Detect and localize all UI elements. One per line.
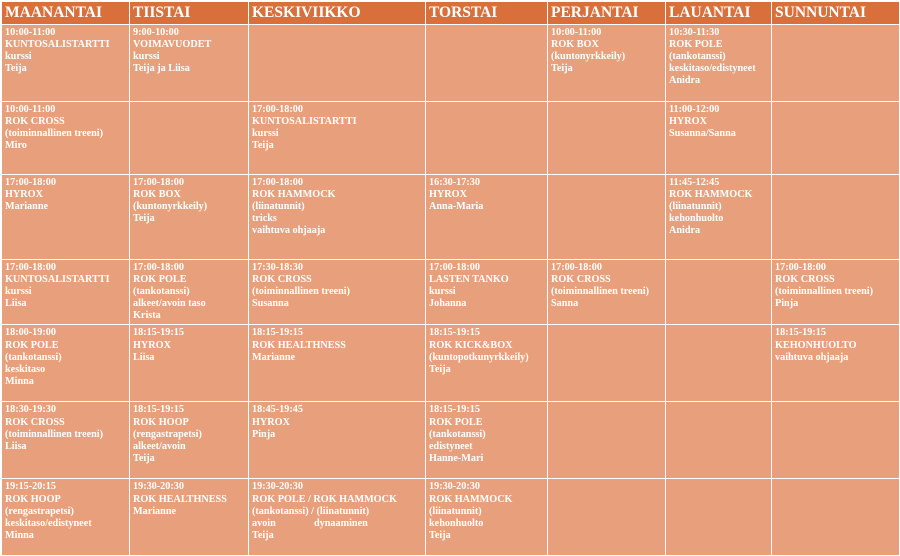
class-name: KEHONHUOLTO xyxy=(775,339,857,351)
class-slot-monday xyxy=(2,260,130,325)
class-time: 18:15-19:15 xyxy=(429,404,480,416)
class-detail: (toiminnallinen treeni) xyxy=(252,286,351,298)
class-detail: Teija xyxy=(133,213,155,225)
class-detail: Anna-Maria xyxy=(429,201,484,213)
class-name: ROK HOOP xyxy=(133,416,189,428)
empty-slot-wednesday xyxy=(249,25,426,102)
class-detail: kehonhuolto xyxy=(429,517,484,529)
class-name: ROK CROSS xyxy=(775,274,835,286)
day-header-monday: MAANANTAI xyxy=(2,2,130,25)
class-detail: (rengastrapetsi) xyxy=(133,428,202,440)
class-detail: (kuntonyrkkeily) xyxy=(133,201,208,213)
class-name: ROK CROSS xyxy=(5,116,65,128)
class-detail: Minna xyxy=(5,375,34,387)
class-name: ROK HAMMOCK xyxy=(252,189,336,201)
class-detail: Anidra xyxy=(669,225,701,237)
class-detail: Teija xyxy=(429,529,451,541)
class-detail: (liinatunnit) xyxy=(252,201,305,213)
class-name: ROK POLE xyxy=(429,416,483,428)
class-slot-tuesday xyxy=(130,175,249,260)
class-time: 18:15-19:15 xyxy=(133,404,184,416)
class-time: 18:30-19:30 xyxy=(5,404,56,416)
class-detail: kurssi xyxy=(5,286,32,298)
class-detail: Marianne xyxy=(252,351,296,363)
class-time: 18:15-19:15 xyxy=(252,327,303,339)
class-time: 18:15-19:15 xyxy=(133,327,184,339)
class-time: 16:30-17:30 xyxy=(429,177,480,188)
class-detail: Liisa xyxy=(5,298,27,310)
empty-slot-saturday xyxy=(666,479,772,556)
class-detail: (tankotanssi) xyxy=(669,51,726,63)
empty-slot-sunday xyxy=(772,402,900,479)
empty-slot-sunday xyxy=(772,175,900,260)
empty-slot-sunday xyxy=(772,102,900,175)
timetable-row xyxy=(2,260,900,325)
timetable-row xyxy=(2,25,900,102)
class-name: VOIMAVUODET xyxy=(133,39,212,51)
class-slot-tuesday xyxy=(130,25,249,102)
class-time: 18:00-19:00 xyxy=(5,327,56,339)
day-header-saturday: LAUANTAI xyxy=(666,2,772,25)
class-name: ROK CROSS xyxy=(252,274,312,286)
class-name: ROK HAMMOCK xyxy=(429,493,513,505)
class-slot-wednesday xyxy=(249,479,426,556)
class-time: 18:45-19:45 xyxy=(252,404,303,416)
class-slot-friday xyxy=(548,260,666,325)
class-name: KUNTOSALISTARTTI xyxy=(5,274,110,286)
day-header-thursday: TORSTAI xyxy=(426,2,548,25)
class-name: ROK BOX xyxy=(133,189,181,201)
class-detail: keskitaso/edistyneet xyxy=(5,517,92,529)
class-slot-saturday xyxy=(666,25,772,102)
empty-slot-friday xyxy=(548,402,666,479)
class-detail: vaihtuva ohjaaja xyxy=(252,225,326,237)
class-slot-thursday xyxy=(426,175,548,260)
class-time: 17:00-18:00 xyxy=(551,262,602,273)
class-detail: Teija xyxy=(252,529,274,541)
class-slot-thursday xyxy=(426,325,548,402)
class-time: 17:00-18:00 xyxy=(252,177,303,188)
class-detail: Teija xyxy=(5,63,27,75)
class-slot-sunday xyxy=(772,260,900,325)
class-name: ROK POLE / ROK HAMMOCK xyxy=(252,493,397,505)
class-slot-monday xyxy=(2,325,130,402)
class-detail: (tankotanssi) / (liinatunnit) xyxy=(252,505,370,517)
class-detail: Teija xyxy=(551,63,573,75)
class-time: 18:15-19:15 xyxy=(429,327,480,339)
empty-slot-friday xyxy=(548,479,666,556)
timetable-row xyxy=(2,325,900,402)
class-detail: (tankotanssi) xyxy=(133,286,190,298)
class-time: 19:30-20:30 xyxy=(133,481,184,493)
empty-slot-thursday xyxy=(426,25,548,102)
class-slot-tuesday xyxy=(130,325,249,402)
class-detail: Minna xyxy=(5,529,34,541)
class-name: ROK POLE xyxy=(669,39,723,51)
class-slot-thursday xyxy=(426,479,548,556)
class-detail: Teija xyxy=(429,363,451,375)
class-detail: alkeet/avoin taso xyxy=(133,298,206,310)
class-detail: kehonhuolto xyxy=(669,213,724,225)
class-name: ROK CROSS xyxy=(551,274,611,286)
class-time: 19:30-20:30 xyxy=(252,481,303,493)
class-detail: (liinatunnit) xyxy=(429,505,482,517)
empty-slot-saturday xyxy=(666,325,772,402)
class-detail: Susanna/Sanna xyxy=(669,128,736,140)
class-detail: Marianne xyxy=(5,201,49,213)
class-detail: (toiminnallinen treeni) xyxy=(5,428,104,440)
class-detail: (rengastrapetsi) xyxy=(5,505,74,517)
class-detail: avoin dynaaminen xyxy=(252,517,368,529)
class-detail: Teija xyxy=(133,452,155,464)
class-time: 10:00-11:00 xyxy=(5,27,56,38)
class-detail: alkeet/avoin xyxy=(133,440,186,452)
class-time: 17:00-18:00 xyxy=(133,177,184,188)
class-slot-wednesday xyxy=(249,402,426,479)
class-detail: Krista xyxy=(133,310,161,322)
class-time: 17:00-18:00 xyxy=(775,262,826,273)
timetable-row xyxy=(2,175,900,260)
class-slot-sunday xyxy=(772,325,900,402)
timetable-row xyxy=(2,479,900,556)
weekly-timetable xyxy=(1,1,900,556)
class-time: 17:00-18:00 xyxy=(133,262,184,273)
class-detail: Johanna xyxy=(429,298,467,310)
class-detail: (toiminnallinen treeni) xyxy=(5,128,104,140)
class-slot-wednesday xyxy=(249,175,426,260)
class-slot-friday xyxy=(548,25,666,102)
class-time: 17:00-18:00 xyxy=(252,104,303,115)
empty-slot-friday xyxy=(548,175,666,260)
class-detail: Pinja xyxy=(252,428,276,440)
class-name: HYROX xyxy=(669,116,707,128)
class-detail: Miro xyxy=(5,140,27,152)
class-detail: kurssi xyxy=(133,51,160,63)
class-time: 11:00-12:00 xyxy=(669,104,720,115)
class-detail: Teija ja Liisa xyxy=(133,63,190,75)
empty-slot-saturday xyxy=(666,260,772,325)
class-time: 9:00-10:00 xyxy=(133,27,179,38)
day-header-wednesday: KESKIVIIKKO xyxy=(249,2,426,25)
class-detail: (kuntonyrkkeily) xyxy=(551,51,626,63)
class-time: 18:15-19:15 xyxy=(775,327,826,339)
empty-slot-friday xyxy=(548,102,666,175)
class-detail: Liisa xyxy=(133,351,155,363)
class-slot-thursday xyxy=(426,402,548,479)
class-detail: Liisa xyxy=(5,440,27,452)
timetable-row xyxy=(2,402,900,479)
class-slot-monday xyxy=(2,102,130,175)
class-name: LASTEN TANKO xyxy=(429,274,509,286)
empty-slot-sunday xyxy=(772,479,900,556)
class-time: 17:00-18:00 xyxy=(429,262,480,273)
class-detail: Anidra xyxy=(669,75,701,87)
class-name: ROK HAMMOCK xyxy=(669,189,753,201)
class-detail: (toiminnallinen treeni) xyxy=(551,286,650,298)
class-detail: vaihtuva ohjaaja xyxy=(775,351,849,363)
class-time: 17:00-18:00 xyxy=(5,177,56,188)
class-slot-saturday xyxy=(666,175,772,260)
class-name: ROK CROSS xyxy=(5,416,65,428)
class-time: 10:30-11:30 xyxy=(669,27,720,38)
class-name: KUNTOSALISTARTTI xyxy=(252,116,357,128)
class-detail: tricks xyxy=(252,213,277,225)
day-header-row xyxy=(2,2,900,25)
class-detail: Sanna xyxy=(551,298,579,310)
class-detail: keskitaso/edistyneet xyxy=(669,63,756,75)
class-detail: edistyneet xyxy=(429,440,473,452)
class-name: ROK POLE xyxy=(133,274,187,286)
class-name: ROK KICK&BOX xyxy=(429,339,513,351)
class-detail: (toiminnallinen treeni) xyxy=(775,286,874,298)
class-name: KUNTOSALISTARTTI xyxy=(5,39,110,51)
empty-slot-tuesday xyxy=(130,102,249,175)
class-slot-thursday xyxy=(426,260,548,325)
empty-slot-sunday xyxy=(772,25,900,102)
class-detail: (liinatunnit) xyxy=(669,201,722,213)
class-time: 11:45-12:45 xyxy=(669,177,720,188)
class-time: 10:00-11:00 xyxy=(5,104,56,115)
class-detail: Teija xyxy=(252,140,274,152)
class-name: HYROX xyxy=(429,189,467,201)
class-time: 10:00-11:00 xyxy=(551,27,602,38)
class-slot-tuesday xyxy=(130,260,249,325)
class-slot-monday xyxy=(2,175,130,260)
class-detail: keskitaso xyxy=(5,363,46,375)
class-name: ROK BOX xyxy=(551,39,599,51)
timetable-row xyxy=(2,102,900,175)
class-name: ROK HOOP xyxy=(5,493,61,505)
class-detail: Pinja xyxy=(775,298,799,310)
class-name: HYROX xyxy=(5,189,43,201)
class-detail: kurssi xyxy=(429,286,456,298)
class-slot-saturday xyxy=(666,102,772,175)
class-time: 19:15-20:15 xyxy=(5,481,56,493)
class-name: ROK HEALTHNESS xyxy=(133,493,227,505)
class-name: HYROX xyxy=(252,416,290,428)
class-name: ROK HEALTHNESS xyxy=(252,339,346,351)
class-name: HYROX xyxy=(133,339,171,351)
class-slot-monday xyxy=(2,479,130,556)
class-time: 17:30-18:30 xyxy=(252,262,303,273)
class-name: ROK POLE xyxy=(5,339,59,351)
class-time: 19:30-20:30 xyxy=(429,481,480,493)
class-detail: Marianne xyxy=(133,505,177,517)
class-detail: (tankotanssi) xyxy=(5,351,62,363)
day-header-sunday: SUNNUNTAI xyxy=(772,2,900,25)
empty-slot-thursday xyxy=(426,102,548,175)
class-detail: Susanna xyxy=(252,298,289,310)
class-detail: kurssi xyxy=(252,128,279,140)
class-detail: (tankotanssi) xyxy=(429,428,486,440)
class-slot-tuesday xyxy=(130,402,249,479)
class-slot-tuesday xyxy=(130,479,249,556)
class-slot-monday xyxy=(2,402,130,479)
class-detail: Hanne-Mari xyxy=(429,452,484,464)
class-detail: (kuntopotkunyrkkeily) xyxy=(429,351,529,363)
class-time: 17:00-18:00 xyxy=(5,262,56,273)
class-slot-wednesday xyxy=(249,260,426,325)
class-slot-monday xyxy=(2,25,130,102)
day-header-tuesday: TIISTAI xyxy=(130,2,249,25)
class-slot-wednesday xyxy=(249,325,426,402)
class-slot-wednesday xyxy=(249,102,426,175)
empty-slot-saturday xyxy=(666,402,772,479)
empty-slot-friday xyxy=(548,325,666,402)
day-header-friday: PERJANTAI xyxy=(548,2,666,25)
class-detail: kurssi xyxy=(5,51,32,63)
